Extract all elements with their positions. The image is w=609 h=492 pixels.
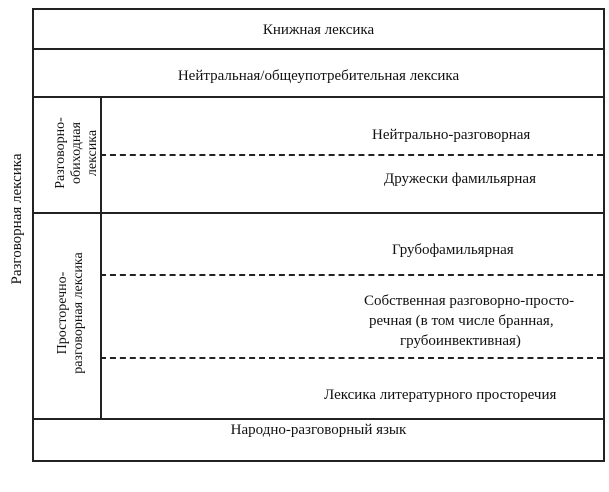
dashed-divider-2 xyxy=(100,274,603,276)
side-label-line: разговорная лексика xyxy=(71,252,86,374)
item-rough-familiar: Грубофамильярная xyxy=(392,242,514,258)
item-vernacular-line1: Собственная разговорно-просто- xyxy=(364,293,575,309)
separator-3 xyxy=(34,212,603,214)
item-literary-vernacular: Лексика литературного просторечия xyxy=(324,387,557,403)
side-label-line: Разговорно- xyxy=(53,117,68,189)
dashed-divider-1 xyxy=(100,154,603,156)
separator-1 xyxy=(34,48,603,50)
item-vernacular-line3: грубоинвективная) xyxy=(400,333,521,349)
separator-2 xyxy=(34,96,603,98)
colloquial-everyday-side-label xyxy=(53,98,101,208)
diagram-frame xyxy=(32,8,605,462)
item-vernacular-line2: речная (в том числе бранная, xyxy=(369,313,554,329)
separator-4 xyxy=(34,418,603,420)
item-neutral-colloquial: Нейтрально-разговорная xyxy=(372,127,531,143)
outer-colloquial-label: Разговорная лексика xyxy=(9,153,25,285)
bookish-label: Книжная лексика xyxy=(262,22,375,38)
side-label-line: Просторечно- xyxy=(55,271,70,355)
neutral-label: Нейтральная/общеупотребительная лексика xyxy=(177,68,460,84)
item-friendly-familiar: Дружески фамильярная xyxy=(384,171,536,187)
folk-label: Народно-разговорный язык xyxy=(230,422,407,438)
side-label-line: лексика xyxy=(85,129,100,177)
side-label-line: обиходная xyxy=(69,122,84,184)
dashed-divider-3 xyxy=(100,357,603,359)
vernacular-side-label xyxy=(55,233,87,393)
